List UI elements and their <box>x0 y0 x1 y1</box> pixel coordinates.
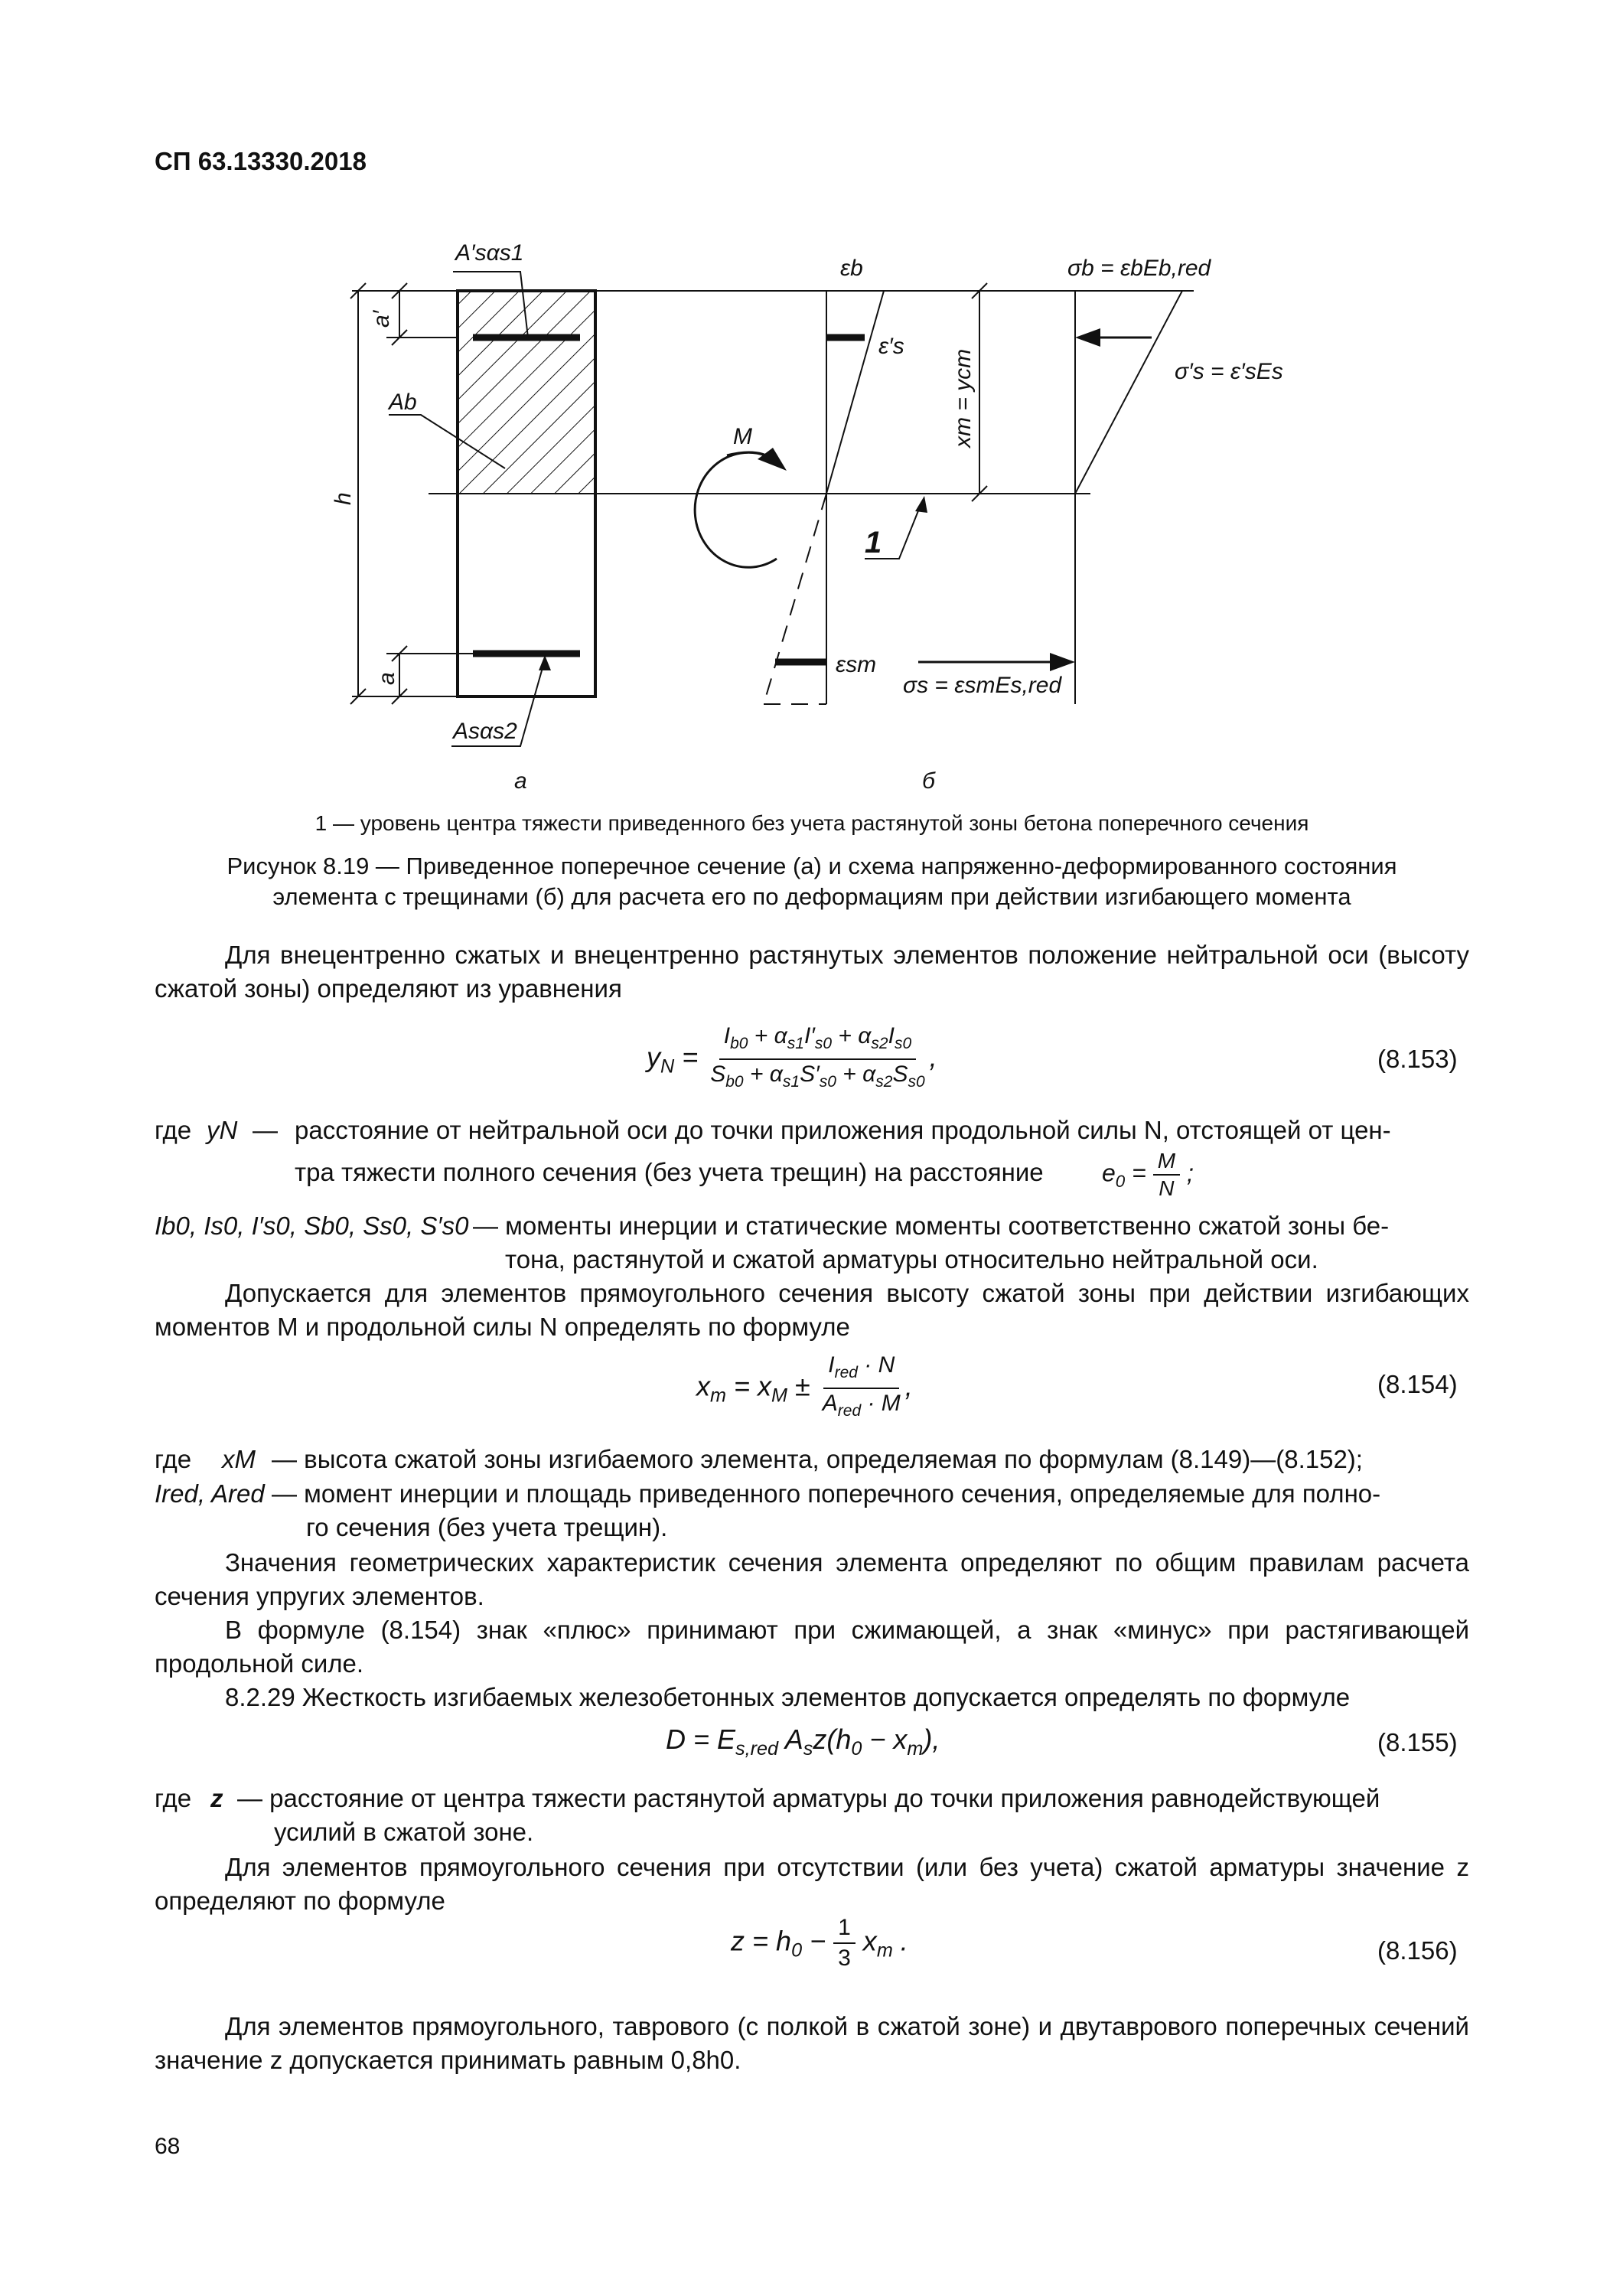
paragraph-6: Для элементов прямоугольного сечения при отсутствии (или без учета) сжатой арматуры значение z определяют по формуле <box>155 1853 1469 1915</box>
label-sub-b: б <box>922 768 935 794</box>
label-sigma-s: σs = εsmEs,red <box>903 673 1062 698</box>
label-h: h <box>331 492 356 505</box>
document-header: СП 63.13330.2018 <box>155 147 367 175</box>
label-eps-s-prime: ε′s <box>878 334 904 359</box>
e0-formula: $e_0$ = $\frac{M}{N}$ ; <box>1102 1149 1194 1200</box>
section-a <box>350 272 1194 746</box>
paragraph-3: Значения геометрических характеристик сечения элемента определяют по общим правилам расчета сечения упругих элементов. <box>155 1548 1469 1610</box>
figure-caption-line2: элемента с трещинами (б) для расчета его по деформациям при действии изгибающего момента <box>272 883 1351 910</box>
label-as-alpha-s2: Asαs2 <box>453 719 517 744</box>
page-number: 68 <box>155 2134 181 2159</box>
label-1: 1 <box>865 526 882 559</box>
ired-symbols: Ired, Ared <box>155 1479 265 1508</box>
moment-arrow <box>695 448 787 567</box>
paragraph-2: Допускается для элементов прямоугольного сечения высоту сжатой зоны при действии изгибающих моментов M и продольной силы N определять по формуле <box>155 1279 1469 1341</box>
z-definition-line1: — расстояние от центра тяжести растянутой арматуры до точки приложения равнодействующей <box>237 1784 1380 1812</box>
where-label-z: где <box>155 1784 192 1812</box>
label-xm: xm = ycm <box>950 348 976 448</box>
label-ab: Ab <box>389 390 417 415</box>
label-eps-b: εb <box>840 256 863 281</box>
moments-symbols: Ib0, Is0, I′s0, Sb0, Ss0, S′s0 <box>155 1212 469 1240</box>
label-a: a <box>374 672 399 685</box>
figure-caption-line1: Рисунок 8.19 — Приведенное поперечное сечение (а) и схема напряженно-деформированного состояния <box>227 853 1397 879</box>
z-symbol: z <box>210 1784 223 1812</box>
moments-definition-line1: — моменты инерции и статические моменты соответственно сжатой зоны бе- <box>473 1212 1390 1240</box>
where-label-xm: где <box>155 1445 192 1473</box>
ired-definition-line2: го сечения (без учета трещин). <box>306 1513 668 1541</box>
equation-8-153-number: (8.153) <box>1377 1045 1458 1073</box>
ired-definition-line1: — момент инерции и площадь приведенного поперечного сечения, определяемые для полно- <box>272 1479 1381 1508</box>
where-label-yn: где <box>155 1116 192 1144</box>
yn-definition-line1: расстояние от нейтральной оси до точки приложения продольной силы N, отстоящей от цен- <box>295 1116 1391 1144</box>
equation-8-156-number: (8.156) <box>1377 1936 1458 1965</box>
paragraph-1: Для внецентренно сжатых и внецентренно растянутых элементов положение нейтральной оси (высоту сжатой зоны) определяют из уравнения <box>155 941 1469 1003</box>
figure-legend: 1 — уровень центра тяжести приведенного без учета растянутой зоны бетона поперечного сечения <box>314 811 1309 835</box>
label-a-prime: a′ <box>369 310 394 328</box>
equation-8-155-number: (8.155) <box>1377 1728 1458 1756</box>
equation-8-154-number: (8.154) <box>1377 1370 1458 1398</box>
paragraph-4: В формуле (8.154) знак «плюс» принимают при сжимающей, а знак «минус» при растягивающей продольной силе. <box>155 1616 1469 1678</box>
label-eps-sm: εsm <box>836 652 877 677</box>
label-sigma-b: σb = εbEb,red <box>1067 256 1211 281</box>
equation-8-154: $x_m = x_M$ ± $\frac{I_{red} \cdot N}{A_{red} \cdot M}$ , <box>696 1352 913 1420</box>
label-as-alpha-s1: A′sαs1 <box>455 240 524 266</box>
xm-definition: — высота сжатой зоны изгибаемого элемента, определяемая по формулам (8.149)—(8.152); <box>272 1445 1363 1473</box>
z-definition-line2: усилий в сжатой зоне. <box>274 1818 534 1846</box>
strain-line-tension <box>764 494 826 704</box>
paragraph-7: Для элементов прямоугольного, таврового (с полкой в сжатой зоне) и двутаврового поперечных сечений значение z допускается принимать равным 0,8h0. <box>155 2012 1469 2074</box>
yn-dash: — <box>253 1116 278 1144</box>
yn-definition-line2: тра тяжести полного сечения (без учета трещин) на расстояние <box>295 1158 1044 1186</box>
label-sub-a: а <box>514 768 527 794</box>
equation-8-153: $y_N$ = $\frac{I_{b0} + \alpha_{s1}I'_{s0} + \alpha_{s2}I_{s0}}{S_{b0} + \alpha_{s1}S'_{s0} + \alpha_{s2}S_{s0}}$ , <box>647 1023 937 1091</box>
xm-symbol: xM <box>222 1445 256 1473</box>
label-m: M <box>733 424 752 449</box>
figure-8-19 <box>0 0 1623 842</box>
moments-definition-line2: тона, растянутой и сжатой арматуры относительно нейтральной оси. <box>505 1245 1318 1274</box>
strain-diagram <box>764 291 884 704</box>
equation-8-155: $D = E_{s,red}$ $A_sz(h_0 - x_m)$, <box>666 1724 940 1760</box>
paragraph-5: 8.2.29 Жесткость изгибаемых железобетонных элементов допускается определять по формуле <box>225 1683 1351 1711</box>
yn-symbol: yN <box>207 1116 238 1144</box>
label-sigma-s-prime: σ′s = ε′sEs <box>1175 359 1283 384</box>
equation-8-156: $z = h_0$ − $\frac{1}{3}$ $x_m$ . <box>731 1915 908 1971</box>
strain-line-compression <box>826 291 884 494</box>
